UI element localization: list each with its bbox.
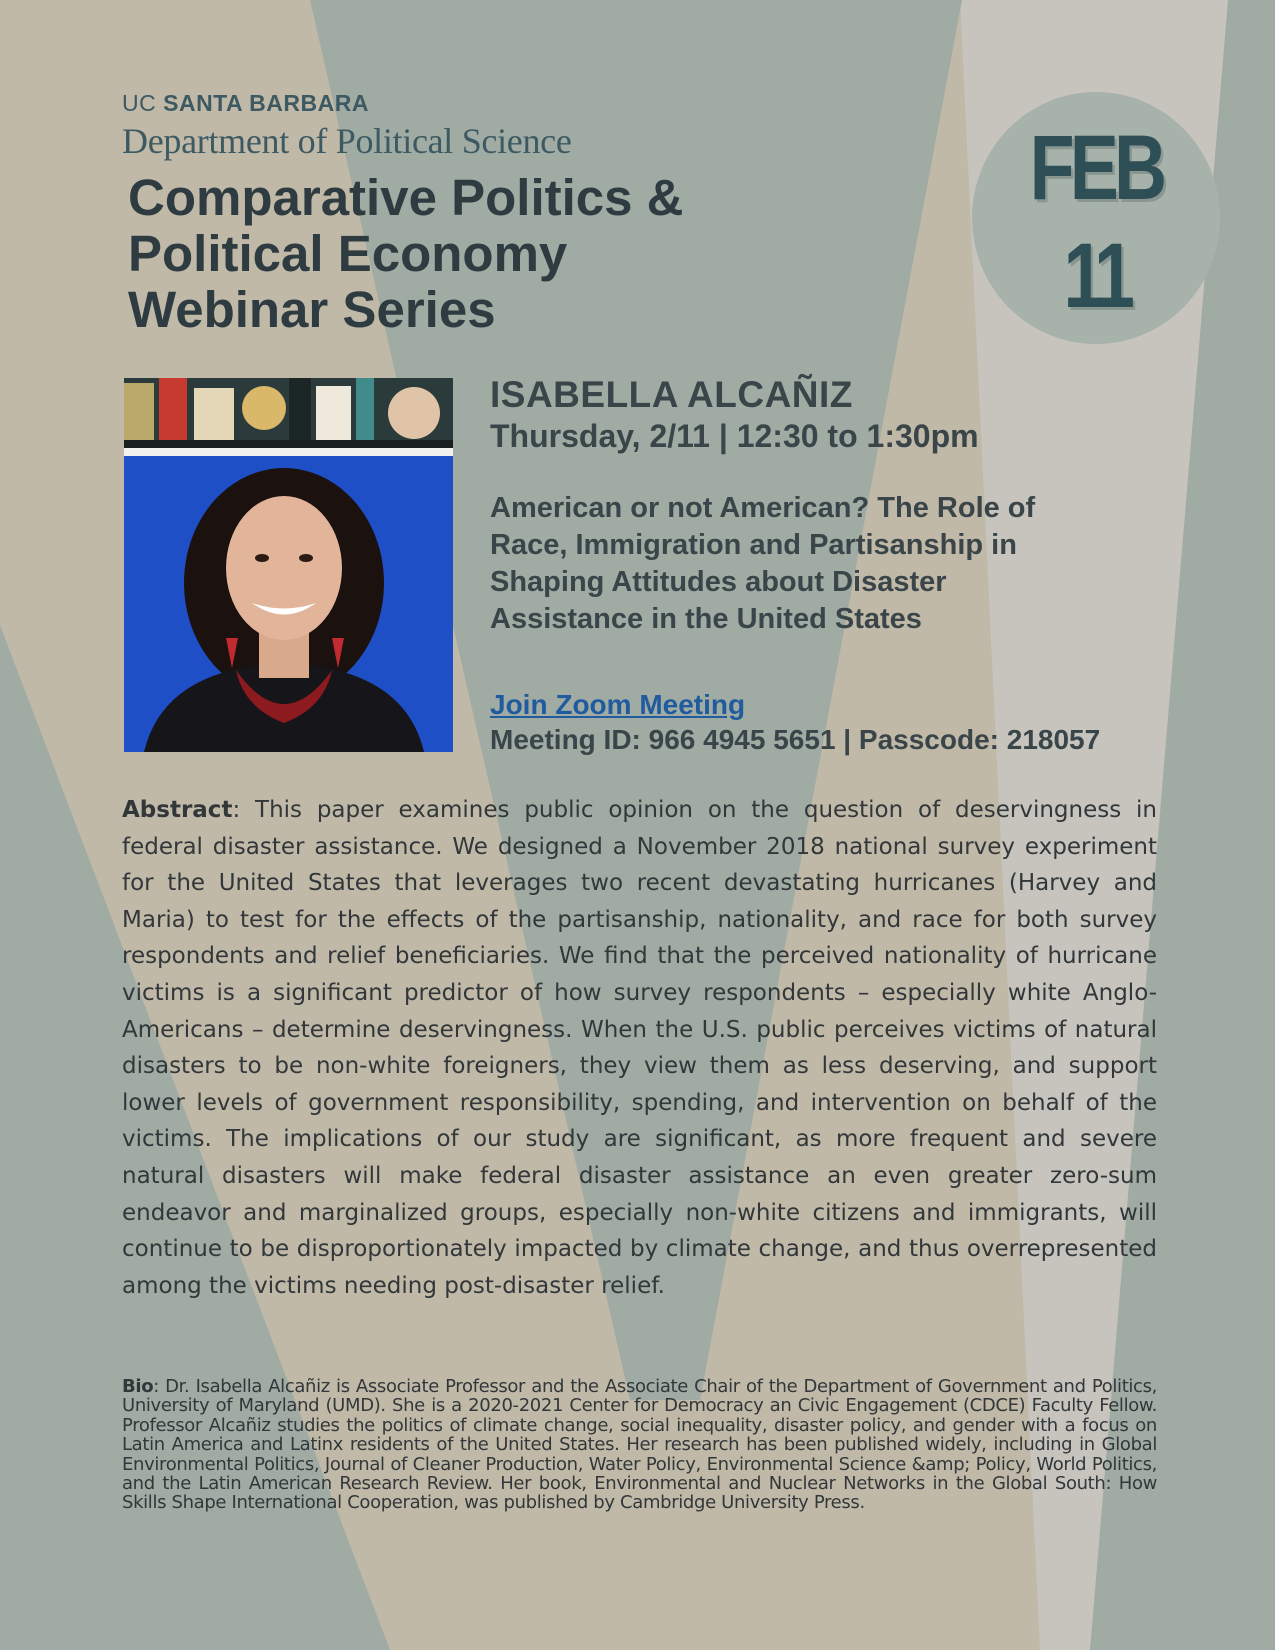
bio-text: : Dr. Isabella Alcañiz is Associate Professor and the Associate Chair of the Department of Government and Politics, University of Maryland (UMD). She is a 2020-2021 Center for Democracy an Civic Engagement (CDCE) Faculty Fellow. Professor Alcañiz studies the politics of climate change, social inequality, disaster policy, and gender with a focus on Latin America and Latinx residents of the United States. Her research has been published widely, including in Global Environmental Politics, Journal of Cleaner Production, Water Policy, Environmental Science &amp; Policy, World Politics, and the Latin American Research Review. Her book, Environmental and Nuclear Networks in the Global South: How Skills Shape International Cooperation, was published by Cambridge University Press. — [122, 1376, 1157, 1514]
speaker-photo — [124, 378, 453, 752]
meeting-details: Meeting ID: 966 4945 5651 | Passcode: 218057 — [490, 724, 1101, 755]
abstract-label: Abstract — [122, 797, 233, 823]
abstract-text: : This paper examines public opinion on the question of deservingness in federal disaster assistance. We designed a November 2018 national survey experiment for the United States that leverages two recent devastating hurricanes (Harvey and Maria) to test for the effects of the partisanship, nationality, and race for both survey respondents and relief beneficiaries. We find that the perceived nationality of hurricane victims is a significant predictor of how survey respondents – especially white Anglo-Americans – determine deservingness. When the U.S. public perceives victims of natural disasters to be non-white foreigners, they view them as less deserving, and support lower levels of government responsibility, spending, and intervention on behalf of the victims. The implications of our study are significant, as more frequent and severe natural disasters will make federal disaster assistance an even greater zero-sum endeavor and marginalized groups, especially non-white citizens and immigrants, will continue to be disproportionately impacted by climate change, and thus overrepresented among the victims needing post-disaster relief. — [122, 797, 1157, 1299]
event-schedule: Thursday, 2/11 | 12:30 to 1:30pm — [490, 418, 979, 454]
series-title-line: Comparative Politics & — [128, 169, 684, 226]
abstract-paragraph — [122, 792, 1157, 1304]
talk-title-line: American or not American? The Role of — [490, 492, 1036, 524]
department-name: Department of Political Science — [122, 121, 572, 161]
bio-paragraph — [122, 1377, 1157, 1513]
date-badge — [972, 92, 1220, 344]
wordmark-prefix: UC — [122, 90, 157, 116]
talk-title-line: Race, Immigration and Partisanship in — [490, 529, 1017, 561]
talk-title-line: Shaping Attitudes about Disaster — [490, 566, 947, 598]
series-title — [128, 170, 868, 338]
talk-title — [490, 490, 1130, 638]
talk-title-line: Assistance in the United States — [490, 603, 922, 635]
join-zoom-link[interactable]: Join Zoom Meeting — [490, 689, 746, 720]
wordmark-name: SANTA BARBARA — [163, 90, 369, 116]
date-month: FEB — [1029, 117, 1163, 219]
speaker-name: ISABELLA ALCAÑIZ — [490, 374, 853, 415]
date-day: 11 — [1063, 225, 1129, 327]
university-wordmark — [122, 90, 369, 117]
bio-label: Bio — [122, 1376, 154, 1397]
series-title-line: Webinar Series — [128, 281, 496, 338]
series-title-line: Political Economy — [128, 225, 568, 282]
